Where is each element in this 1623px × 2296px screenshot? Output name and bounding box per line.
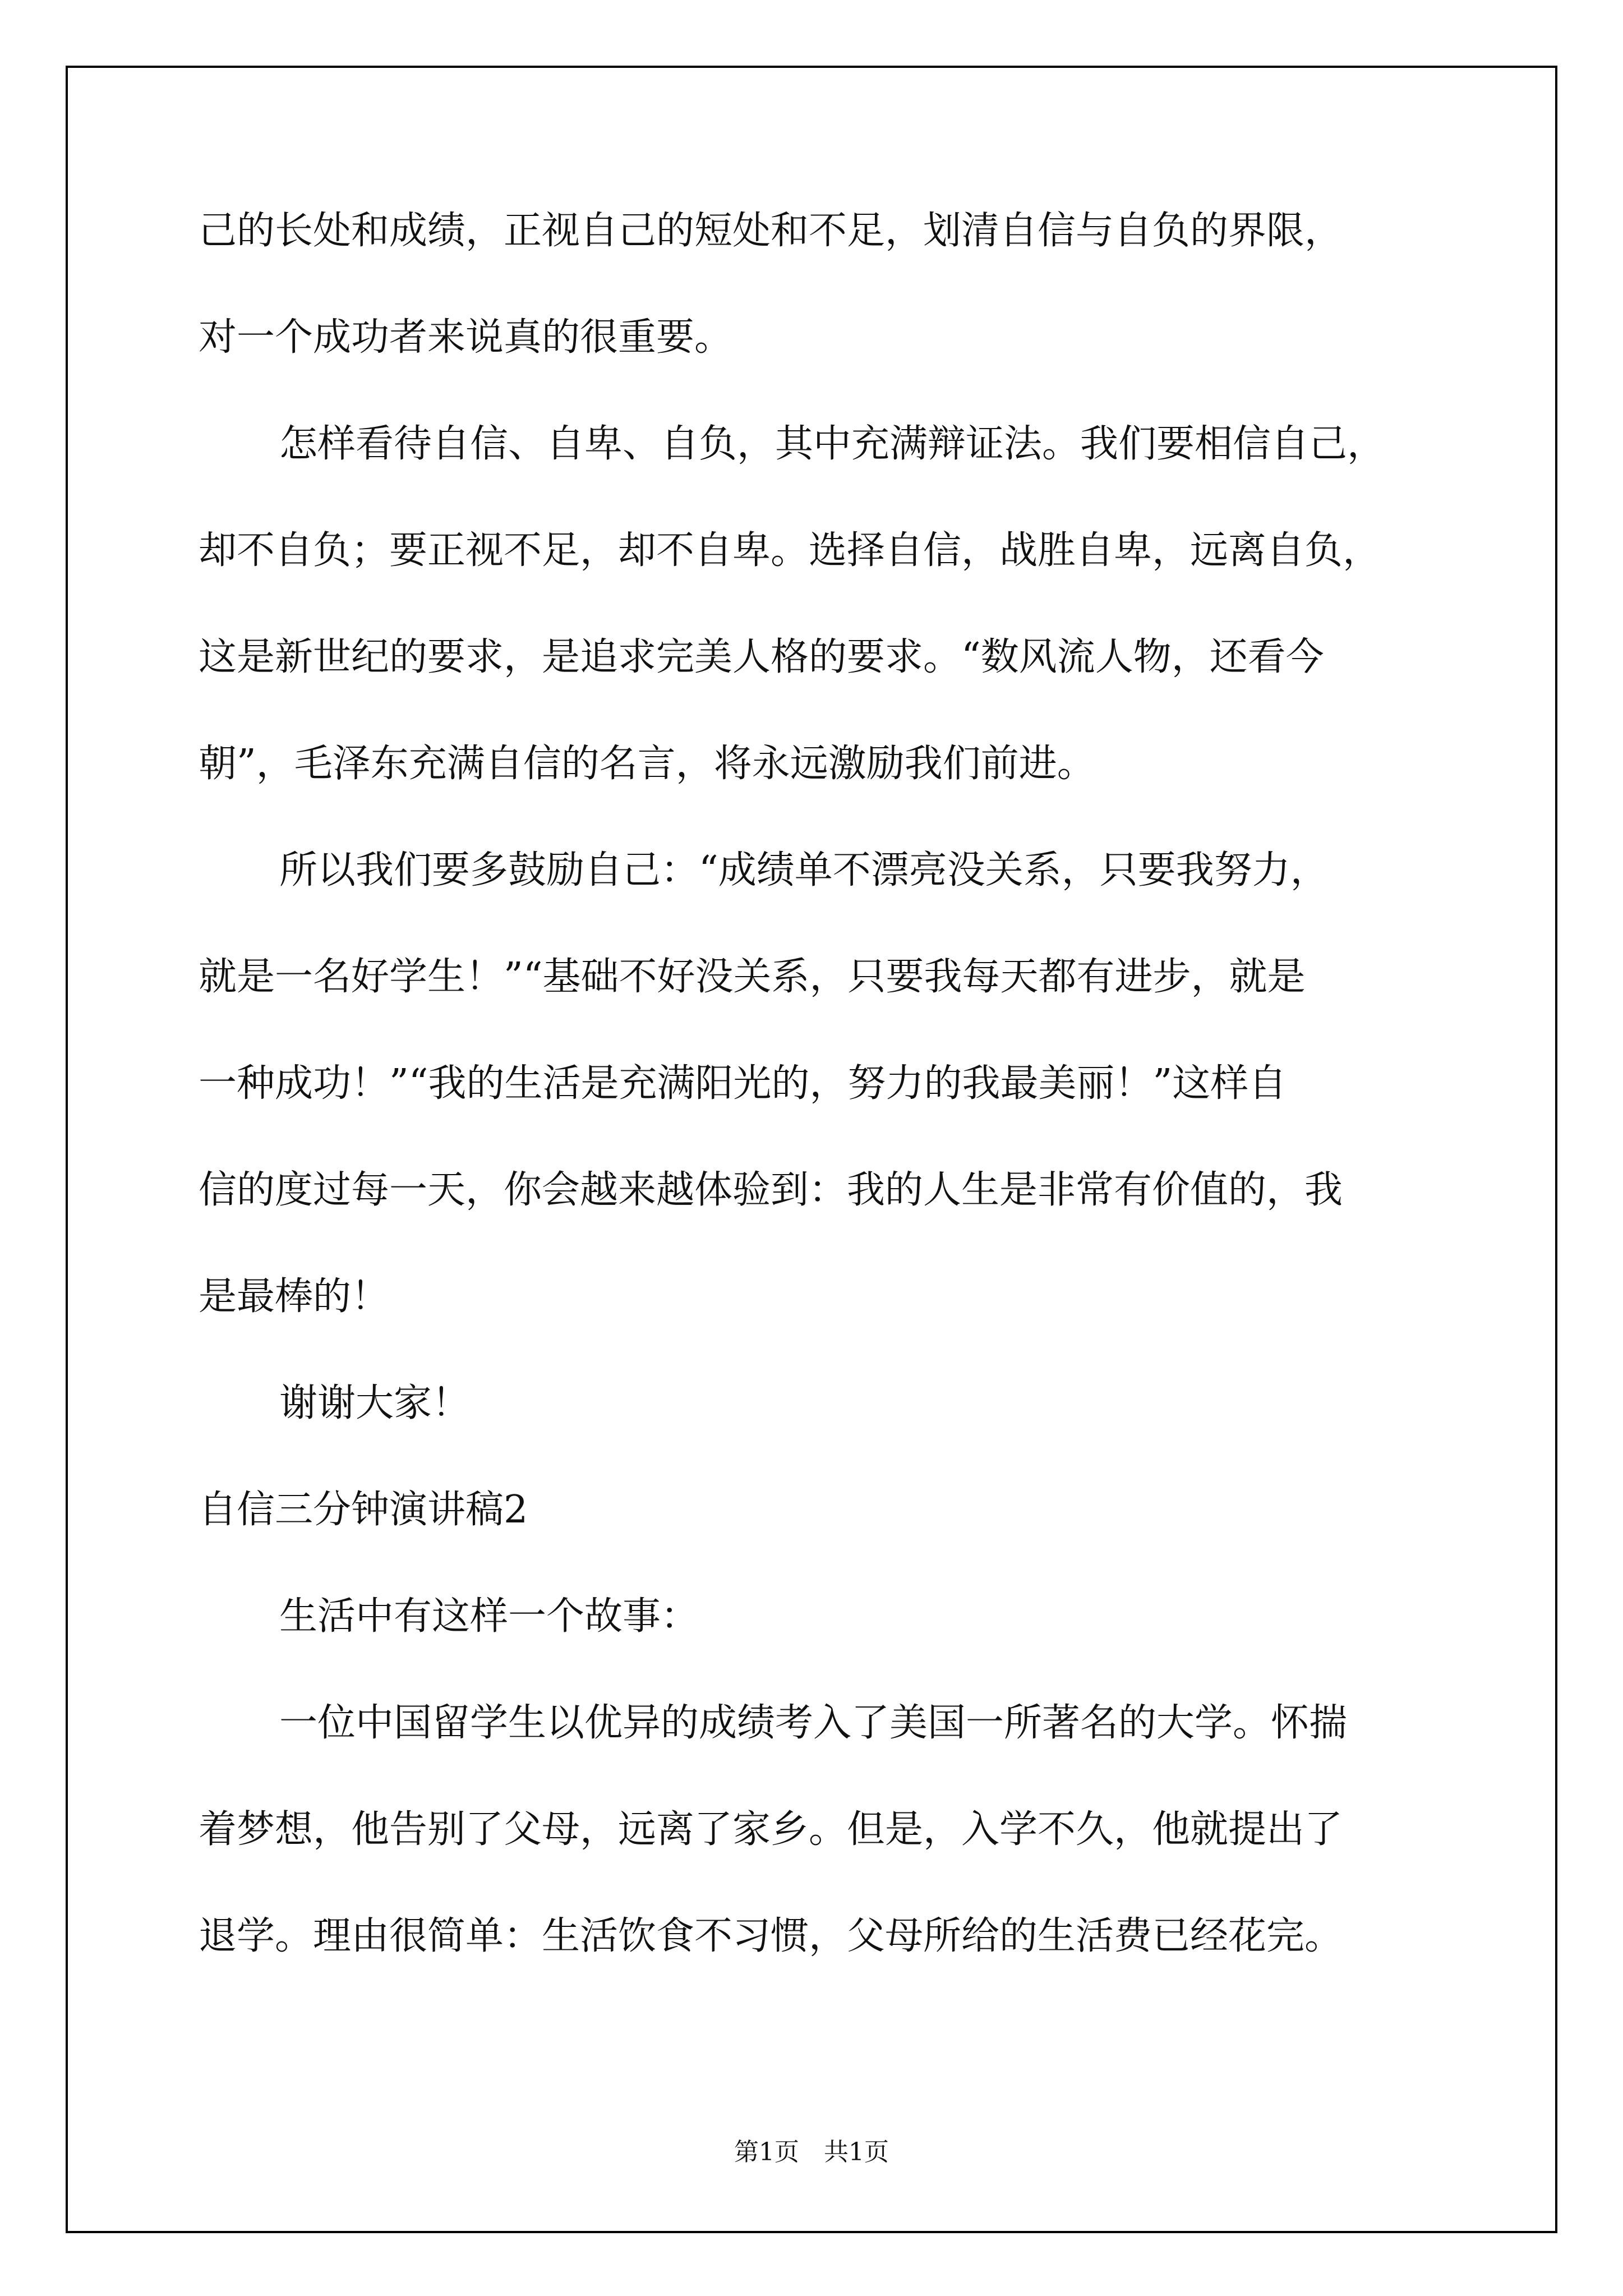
text-line: 着梦想，他告别了父母，远离了家乡。但是，入学不久，他就提出了 bbox=[199, 1807, 1343, 1852]
text-line: 朝”，毛泽东充满自信的名言，将永远激励我们前进。 bbox=[199, 742, 1095, 786]
text-line: 这是新世纪的要求，是追求完美人格的要求。“数风流人物，还看今 bbox=[199, 635, 1324, 679]
paragraph-start-line: 谢谢大家！ bbox=[279, 1381, 471, 1425]
paragraph-start-line: 怎样看待自信、自卑、自负，其中充满辩证法。我们要相信自己， bbox=[279, 422, 1386, 466]
paragraph-start-line: 一位中国留学生以优异的成绩考入了美国一所著名的大学。怀揣 bbox=[279, 1701, 1348, 1745]
text-line: 是最棒的！ bbox=[199, 1274, 390, 1319]
page-border bbox=[66, 66, 1557, 2233]
text-line: 己的长处和成绩，正视自己的短处和不足，划清自信与自负的界限， bbox=[199, 209, 1343, 253]
text-line: 一种成功！”“我的生活是充满阳光的，努力的我最美丽！”这样自 bbox=[199, 1061, 1287, 1106]
page-footer: 第1页 共1页 bbox=[734, 2138, 889, 2166]
text-line: 对一个成功者来说真的很重要。 bbox=[199, 315, 733, 360]
paragraph-start-line: 所以我们要多鼓励自己：“成绩单不漂亮没关系，只要我努力， bbox=[279, 848, 1329, 892]
text-line: 信的度过每一天，你会越来越体验到：我的人生是非常有价值的，我 bbox=[199, 1168, 1343, 1212]
section-heading: 自信三分钟演讲稿2 bbox=[199, 1488, 528, 1532]
text-line: 却不自负；要正视不足，却不自卑。选择自信，战胜自卑，远离自负， bbox=[199, 528, 1381, 573]
text-line: 退学。理由很简单：生活饮食不习惯，父母所给的生活费已经花完。 bbox=[199, 1914, 1343, 1958]
text-line: 就是一名好学生！”“基础不好没关系，只要我每天都有进步，就是 bbox=[199, 955, 1306, 999]
paragraph-start-line: 生活中有这样一个故事： bbox=[279, 1594, 699, 1639]
